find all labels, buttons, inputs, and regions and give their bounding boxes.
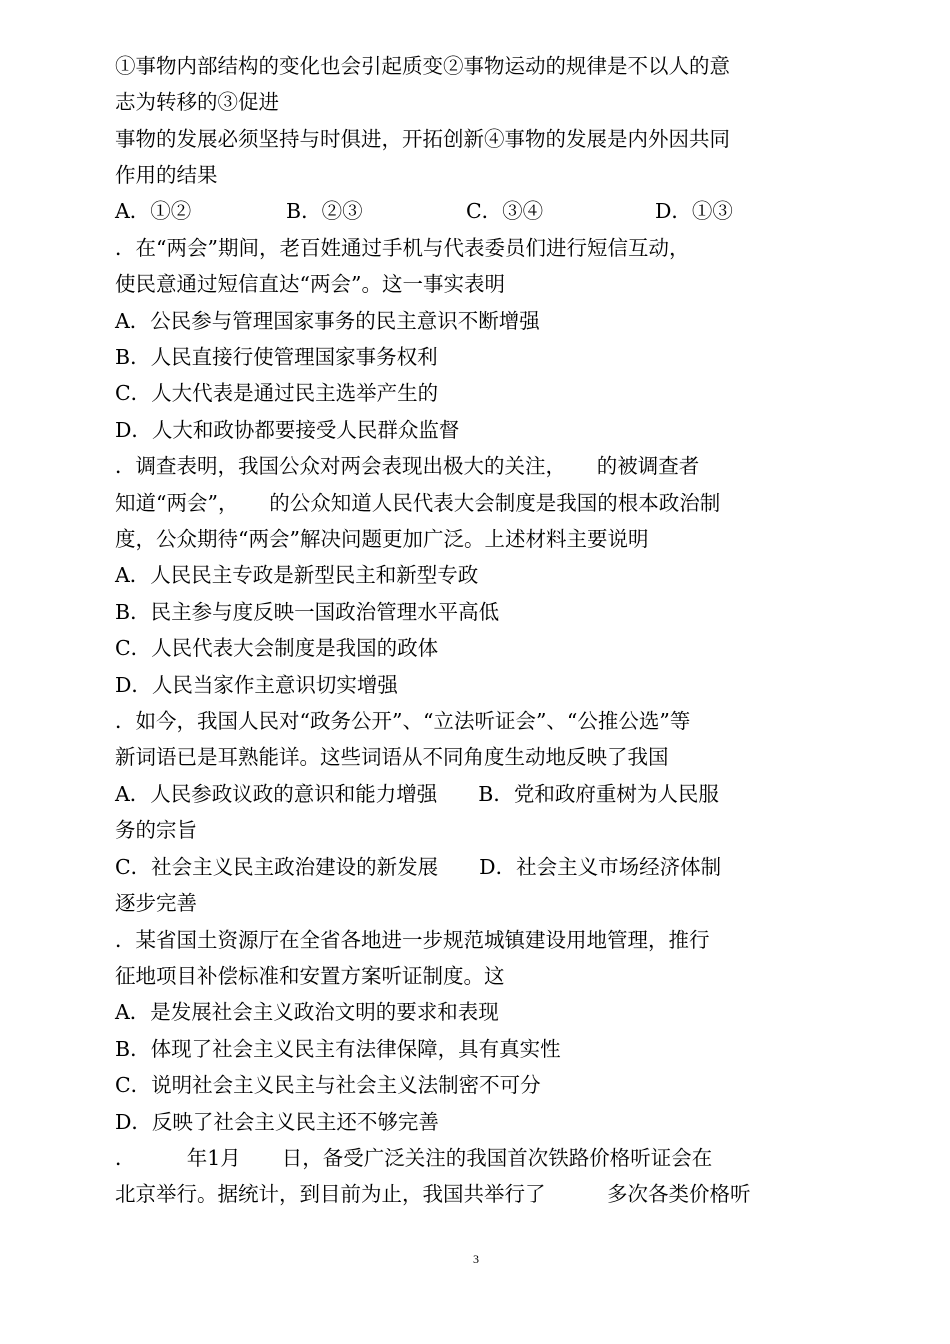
question-stem: ．如今，我国人民对“政务公开”、“立法听证会”、“公推公选”等 (115, 709, 691, 733)
answer-option: C．人大代表是通过民主选举产生的 (115, 381, 439, 405)
text-line: 北京举行。据统计，到目前为止，我国共举行了 多次各类价格听 (115, 1182, 751, 1206)
answer-option: C．社会主义民主政治建设的新发展 D．社会主义市场经济体制 (115, 855, 722, 879)
text-line: ①事物内部结构的变化也会引起质变②事物运动的规律是不以人的意 (115, 54, 730, 78)
answer-option: D．人民当家作主意识切实增强 (115, 673, 398, 697)
question-stem: ． 年1月 日，备受广泛关注的我国首次铁路价格听证会在 (115, 1146, 713, 1170)
answer-option: B．人民直接行使管理国家事务权利 (115, 345, 438, 369)
text-line: 使民意通过短信直达“两会”。这一事实表明 (115, 272, 505, 296)
option-a: A．①② (115, 199, 192, 223)
answer-option: D．反映了社会主义民主还不够完善 (115, 1110, 439, 1134)
text-line: 志为转移的③促进 (115, 90, 279, 114)
answer-option: D．人大和政协都要接受人民群众监督 (115, 418, 460, 442)
options-row (115, 199, 840, 223)
question-stem: ．调查表明，我国公众对两会表现出极大的关注， 的被调查者 (115, 454, 700, 478)
option-c: C．③④ (466, 199, 544, 223)
text-line: 知道“两会”， 的公众知道人民代表大会制度是我国的根本政治制 (115, 491, 721, 515)
text-line: 务的宗旨 (115, 818, 197, 842)
answer-option: C．人民代表大会制度是我国的政体 (115, 636, 439, 660)
text-line: 事物的发展必须坚持与时俱进，开拓创新④事物的发展是内外因共同 (115, 127, 730, 151)
text-line: 作用的结果 (115, 163, 218, 187)
page-number: 3 (473, 1252, 479, 1266)
option-d: D．①③ (655, 199, 733, 223)
question-stem: ．在“两会”期间，老百姓通过手机与代表委员们进行短信互动， (115, 236, 690, 260)
question-stem: ．某省国土资源厅在全省各地进一步规范城镇建设用地管理，推行 (115, 928, 710, 952)
option-b: B．②③ (286, 199, 363, 223)
text-line: 新词语已是耳熟能详。这些词语从不同角度生动地反映了我国 (115, 745, 669, 769)
answer-option: A．公民参与管理国家事务的民主意识不断增强 (115, 309, 540, 333)
answer-option: A．是发展社会主义政治文明的要求和表现 (115, 1000, 499, 1024)
answer-option: C．说明社会主义民主与社会主义法制密不可分 (115, 1073, 541, 1097)
text-line: 征地项目补偿标准和安置方案听证制度。这 (115, 964, 505, 988)
answer-option: B．体现了社会主义民主有法律保障，具有真实性 (115, 1037, 561, 1061)
answer-option: B．民主参与度反映一国政治管理水平高低 (115, 600, 500, 624)
answer-option: A．人民参政议政的意识和能力增强 B．党和政府重树为人民服 (115, 782, 719, 806)
text-line: 逐步完善 (115, 891, 197, 915)
text-line: 度，公众期待“两会”解决问题更加广泛。上述材料主要说明 (115, 527, 649, 551)
answer-option: A．人民民主专政是新型民主和新型专政 (115, 563, 479, 587)
